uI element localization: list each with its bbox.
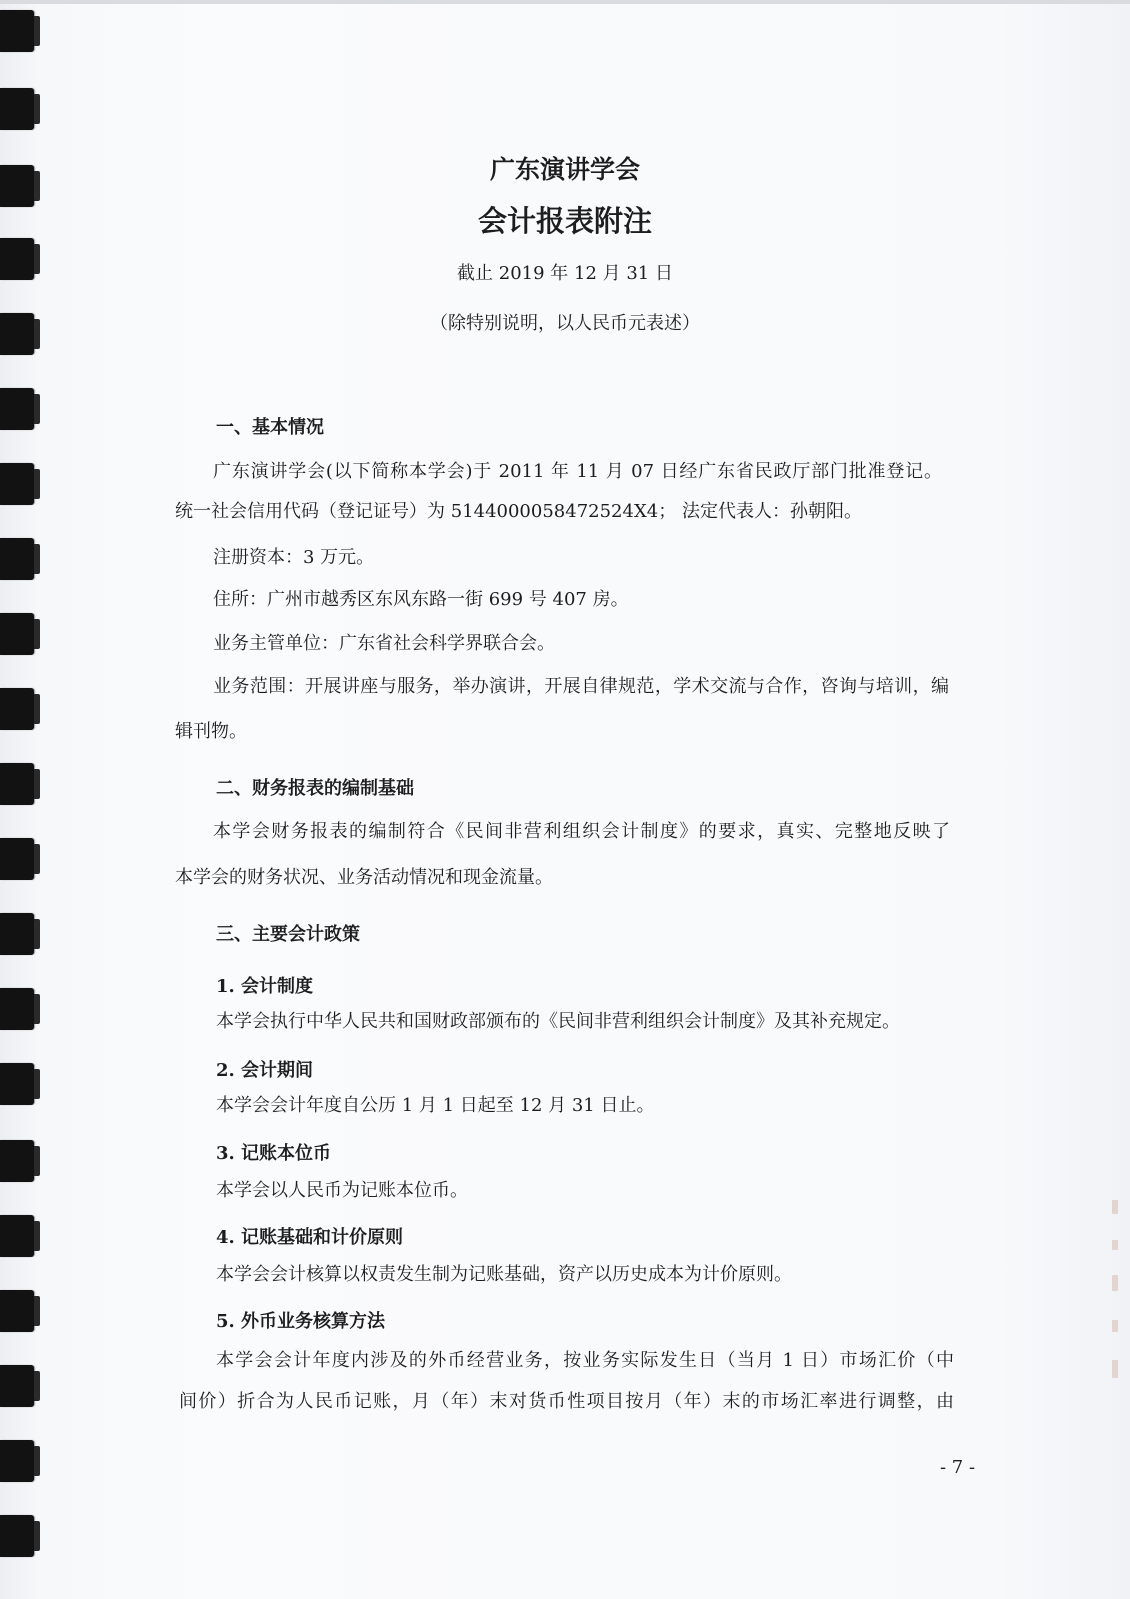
policy-4-heading: 4. 记账基础和计价原则 bbox=[216, 1227, 404, 1248]
binding-hole bbox=[0, 1215, 34, 1257]
supervising-unit: 业务主管单位：广东省社会科学界联合会。 bbox=[213, 633, 555, 654]
policy-1-body: 本学会执行中华人民共和国财政部颁布的《民间非营利组织会计制度》及其补充规定。 bbox=[216, 1011, 900, 1032]
binding-hole bbox=[0, 913, 34, 955]
binding-hole bbox=[0, 1365, 34, 1407]
scan-mark bbox=[1112, 1240, 1118, 1250]
binding-hole bbox=[0, 763, 34, 805]
policy-1-heading: 1. 会计制度 bbox=[216, 976, 314, 997]
binding-hole bbox=[0, 988, 34, 1030]
scan-top-edge bbox=[0, 0, 1130, 4]
binding-hole bbox=[0, 688, 34, 730]
binding-hole bbox=[0, 1290, 34, 1332]
scan-mark bbox=[1112, 1320, 1118, 1332]
policy-2-heading: 2. 会计期间 bbox=[216, 1060, 314, 1081]
business-scope-line-1: 业务范围：开展讲座与服务，举办演讲，开展自律规范，学术交流与合作，咨询与培训，编 bbox=[213, 676, 949, 697]
binding-hole bbox=[0, 388, 34, 430]
business-scope-line-2: 辑刊物。 bbox=[175, 721, 247, 742]
binding-hole bbox=[0, 10, 34, 52]
registered-capital: 注册资本：3 万元。 bbox=[213, 547, 375, 568]
section-2-heading: 二、财务报表的编制基础 bbox=[216, 778, 414, 799]
scan-mark bbox=[1112, 1275, 1118, 1291]
document-title: 会计报表附注 bbox=[477, 204, 652, 238]
policy-3-body: 本学会以人民币为记账本位币。 bbox=[216, 1180, 468, 1201]
page-number: - 7 - bbox=[940, 1457, 976, 1478]
section-3-heading: 三、主要会计政策 bbox=[216, 924, 360, 945]
policy-5-body-line-1: 本学会会计年度内涉及的外币经营业务，按业务实际发生日（当月 1 日）市场汇价（中 bbox=[216, 1350, 954, 1371]
policy-5-heading: 5. 外币业务核算方法 bbox=[216, 1311, 386, 1332]
binding-hole bbox=[0, 1440, 34, 1482]
binding-hole bbox=[0, 538, 34, 580]
scan-mark bbox=[1112, 1200, 1118, 1214]
binding-hole bbox=[0, 613, 34, 655]
binding-hole bbox=[0, 88, 34, 130]
policy-3-heading: 3. 记账本位币 bbox=[216, 1143, 332, 1164]
binding-hole bbox=[0, 1140, 34, 1182]
section-1-paragraph-line-2: 统一社会信用代码（登记证号）为 5144000058472524X4； 法定代表人：孙朝阳。 bbox=[175, 501, 862, 522]
binding-hole bbox=[0, 1063, 34, 1105]
binding-hole bbox=[0, 1515, 34, 1557]
date-line: 截止 2019 年 12 月 31 日 bbox=[457, 263, 673, 284]
binding-hole bbox=[0, 838, 34, 880]
section-2-line-1: 本学会财务报表的编制符合《民间非营利组织会计制度》的要求，真实、完整地反映了 bbox=[213, 821, 950, 842]
section-1-heading: 一、基本情况 bbox=[216, 417, 324, 438]
policy-4-body: 本学会会计核算以权责发生制为记账基础，资产以历史成本为计价原则。 bbox=[216, 1264, 792, 1285]
section-1-paragraph-line-1: 广东演讲学会(以下简称本学会)于 2011 年 11 月 07 日经广东省民政厅部门批准登记。 bbox=[213, 461, 942, 482]
binding-holes bbox=[0, 0, 40, 1599]
unit-note: （除特别说明，以人民币元表述） bbox=[430, 313, 700, 334]
scan-mark bbox=[1112, 1360, 1118, 1378]
address: 住所：广州市越秀区东风东路一街 699 号 407 房。 bbox=[213, 589, 629, 610]
policy-5-body-line-2: 间价）折合为人民币记账，月（年）末对货币性项目按月（年）末的市场汇率进行调整，由 bbox=[179, 1391, 954, 1412]
org-name: 广东演讲学会 bbox=[489, 155, 640, 184]
binding-hole bbox=[0, 463, 34, 505]
section-2-line-2: 本学会的财务状况、业务活动情况和现金流量。 bbox=[175, 867, 553, 888]
policy-2-body: 本学会会计年度自公历 1 月 1 日起至 12 月 31 日止。 bbox=[216, 1095, 655, 1116]
